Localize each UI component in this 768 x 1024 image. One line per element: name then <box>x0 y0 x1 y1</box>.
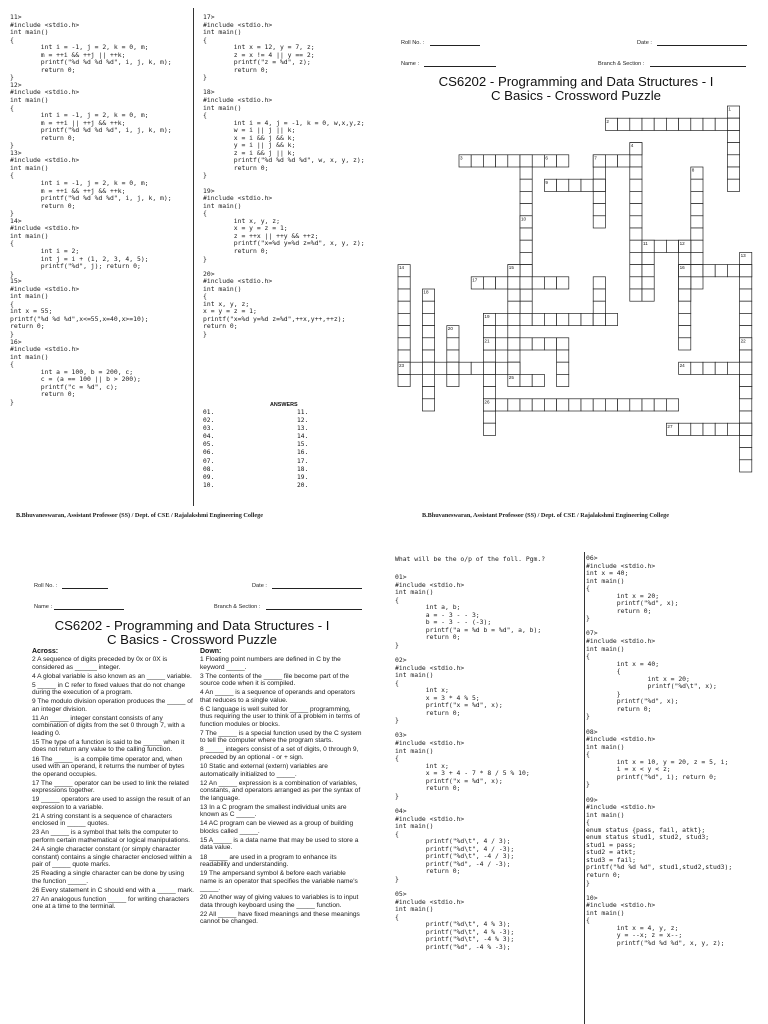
grid-cell[interactable] <box>557 277 569 289</box>
grid-cell[interactable] <box>520 301 532 313</box>
grid-cell[interactable] <box>618 399 630 411</box>
across-clue: 16 The _____ is a compile time operator and, when used with an operand, it returns the number of bytes the operand occupies. <box>32 755 185 778</box>
down-clue-list <box>200 656 362 926</box>
grid-cell[interactable] <box>508 350 520 362</box>
grid-cell[interactable] <box>520 374 532 386</box>
date-label: Date : <box>637 40 652 46</box>
clue-number-14: 14 <box>399 265 405 271</box>
grid-cell[interactable] <box>618 118 630 130</box>
grid-cell[interactable] <box>630 179 642 191</box>
grid-cell[interactable] <box>679 301 691 313</box>
grid-cell[interactable] <box>569 313 581 325</box>
grid-cell[interactable] <box>508 155 520 167</box>
clue-number-12: 12 <box>679 240 685 246</box>
branch-label: Branch & Section : <box>598 61 645 67</box>
grid-cell[interactable] <box>691 216 703 228</box>
grid-cell[interactable] <box>544 338 556 350</box>
grid-cell[interactable] <box>654 240 666 252</box>
clue-number-10: 10 <box>521 216 527 222</box>
grid-cell[interactable] <box>398 338 410 350</box>
puzzle-title-1: CS6202 - Programming and Data Structures - I <box>438 74 714 89</box>
grid-cell[interactable] <box>740 423 752 435</box>
grid-cell[interactable] <box>679 277 691 289</box>
grid-cell[interactable] <box>471 155 483 167</box>
branch-line <box>266 609 362 610</box>
roll-no-label: Roll No. : <box>401 40 425 46</box>
grid-cell[interactable] <box>496 277 508 289</box>
clue-number-24: 24 <box>679 362 685 368</box>
grid-cell[interactable] <box>679 423 691 435</box>
across-heading: Across: <box>32 648 59 655</box>
across-clue: 5 _____ in C refer to fixed values that do not change during the execution of a program. <box>32 681 186 697</box>
grid-cell[interactable] <box>666 118 678 130</box>
grid-cell[interactable] <box>691 265 703 277</box>
clue-number-27: 27 <box>667 423 673 429</box>
grid-cell[interactable] <box>618 155 630 167</box>
grid-cell[interactable] <box>557 338 569 350</box>
grid-cell[interactable] <box>532 313 544 325</box>
grid-cell[interactable] <box>398 277 410 289</box>
grid-cell[interactable] <box>496 155 508 167</box>
grid-cell[interactable] <box>508 399 520 411</box>
grid-cell[interactable] <box>422 362 434 374</box>
grid-cell[interactable] <box>557 350 569 362</box>
date-label: Date : <box>252 583 267 589</box>
grid-cell[interactable] <box>483 411 495 423</box>
down-clue: 7 The _____ is a special function used by the C system to tell the computer where the program starts. <box>200 729 362 745</box>
code-column-17-20: 17> #include <stdio.h> int main() { int x = 12, y = 7, z; z = x != 4 || y == 2; printf("z = %d", z); return 0; } 18> #include <stdio.h> int main() { int i = 4, j = -1, k = 0, w,x,y,z; w = i || j || k; x = i && j && k; y = i || j && k; z = i && j || k; printf("%d %d %d %d", w, x, y, z); return 0; } 19> #include <stdio.h> int main() { int x, y, z; x = y = z = 1; z = ++x || ++y && ++z; printf("x=%d y=%d z=%d", x, y, z); return 0; } 20> #include <stdio.h> int main() { int x, y, z; x = y = z = 1; printf("x=%d y=%d z=%d",++x,y++,++z); return 0; } <box>203 13 365 338</box>
grid-cell[interactable] <box>642 289 654 301</box>
grid-cell[interactable] <box>447 374 459 386</box>
across-clue-list <box>32 656 194 911</box>
grid-cell[interactable] <box>630 167 642 179</box>
grid-cell[interactable] <box>727 143 739 155</box>
grid-cell[interactable] <box>703 423 715 435</box>
grid-cell[interactable] <box>557 313 569 325</box>
grid-cell[interactable] <box>715 118 727 130</box>
clue-number-15: 15 <box>508 265 514 271</box>
grid-cell[interactable] <box>593 313 605 325</box>
clue-number-23: 23 <box>399 362 405 368</box>
grid-cell[interactable] <box>593 289 605 301</box>
grid-cell[interactable] <box>483 350 495 362</box>
clue-number-17: 17 <box>472 277 478 283</box>
grid-cell[interactable] <box>532 155 544 167</box>
grid-cell[interactable] <box>483 326 495 338</box>
grid-cell[interactable] <box>508 326 520 338</box>
puzzle-title-1: CS6202 - Programming and Data Structures - I <box>54 618 330 633</box>
grid-cell[interactable] <box>605 155 617 167</box>
grid-cell[interactable] <box>679 118 691 130</box>
grid-cell[interactable] <box>679 289 691 301</box>
grid-cell[interactable] <box>508 313 520 325</box>
clue-number-13: 13 <box>740 253 746 258</box>
grid-cell[interactable] <box>727 362 739 374</box>
code-column-06-10: 06> #include <stdio.h> int x = 40; int main() { int x = 20; printf("%d", x); return 0; } 07> #include <stdio.h> int main() { int x = 40; { int x = 20; printf("%d\t", x); } printf("%d", x); return 0; } 08> #include <stdio.h> int main() { int x = 10, y = 20, z = 5, i; i = x < y < z; printf("%d", i); return 0; } 09> #include <stdio.h> int main() { enum status {pass, fail, atkt}; enum status stud1, stud2, stud3; stud1 = pass; stud2 = atkt; stud3 = fail; printf("%d %d %d", stud1,stud2,stud3); return 0; } 10> #include <stdio.h> int main() { int x = 4, y, z; y = --x; z = x--; printf("%d %d %d", x, y, z); <box>586 554 733 947</box>
branch-label: Branch & Section : <box>214 604 261 610</box>
down-clue: 18 _____ are used in a program to enhance its readability and understanding. <box>200 853 337 869</box>
grid-cell[interactable] <box>715 423 727 435</box>
grid-cell[interactable] <box>520 265 532 277</box>
grid-cell[interactable] <box>532 374 544 386</box>
grid-cell[interactable] <box>630 277 642 289</box>
grid-cell[interactable] <box>557 374 569 386</box>
grid-cell[interactable] <box>740 411 752 423</box>
clue-number-3: 3 <box>460 155 463 161</box>
page-top-left-code <box>0 0 384 530</box>
grid-cell[interactable] <box>520 399 532 411</box>
grid-cell[interactable] <box>447 362 459 374</box>
grid-cell[interactable] <box>642 252 654 264</box>
grid-cell[interactable] <box>691 277 703 289</box>
grid-cell[interactable] <box>532 399 544 411</box>
answers-title: ANSWERS <box>270 402 298 408</box>
grid-cell[interactable] <box>642 118 654 130</box>
grid-cell[interactable] <box>483 374 495 386</box>
column-divider <box>584 552 585 1024</box>
grid-cell[interactable] <box>508 362 520 374</box>
grid-cell[interactable] <box>691 362 703 374</box>
grid-cell[interactable] <box>642 265 654 277</box>
clue-number-9: 9 <box>545 179 548 185</box>
grid-cell[interactable] <box>727 265 739 277</box>
across-clue: 21 A string constant is a sequence of characters enclosed in _____ quotes. <box>32 812 173 828</box>
grid-cell[interactable] <box>691 423 703 435</box>
grid-cell[interactable] <box>593 179 605 191</box>
across-clue: 15 The type of a function is said to be _____ when it does not return any value to the calling function. <box>32 738 185 754</box>
grid-cell[interactable] <box>422 326 434 338</box>
grid-cell[interactable] <box>422 313 434 325</box>
grid-cell[interactable] <box>727 167 739 179</box>
code-column-11-16: 11> #include <stdio.h> int main() { int i = -1, j = 2, k = 0, m; m = ++i && ++j || ++k; printf("%d %d %d %d", i, j, k, m); return 0; } 12> #include <stdio.h> int main() { int i = -1, j = 2, k = 0, m; m = ++i || ++j && ++k; printf("%d %d %d %d", i, j, k, m); return 0; } 13> #include <stdio.h> int main() { int i = -1, j = 2, k = 0, m; m = ++i && ++j && ++k; printf("%d %d %d %d", i, j, k, m); return 0; } 14> #include <stdio.h> int main() { int i = 2; int j = i + (1, 2, 3, 4, 5); printf("%d", j); return 0; } 15> #include <stdio.h> int main() { int x = 55; printf("%d %d %d",x<=55,x=40,x>=10); return 0; } 16> #include <stdio.h> int main() { int a = 100, b = 200, c; c = (a == 100 || b > 200); printf("c = %d", c); return 0; } <box>10 13 172 406</box>
grid-cell[interactable] <box>447 350 459 362</box>
across-clue: 17 The _____ operator can be used to link the related expressions together. <box>32 779 189 795</box>
grid-cell[interactable] <box>508 338 520 350</box>
page-bottom-right-code <box>384 548 768 1024</box>
grid-cell[interactable] <box>740 301 752 313</box>
grid-cell[interactable] <box>447 338 459 350</box>
grid-cell[interactable] <box>459 362 471 374</box>
grid-cell[interactable] <box>630 289 642 301</box>
clue-number-19: 19 <box>484 314 490 319</box>
clue-number-4: 4 <box>630 143 634 149</box>
down-clue: 22 All _____ have fixed meanings and these meanings cannot be changed. <box>200 910 360 926</box>
down-clue: 14 AC program can be viewed as a group of building blocks called _____. <box>200 820 354 835</box>
grid-cell[interactable] <box>691 191 703 203</box>
clue-number-25: 25 <box>508 375 514 380</box>
clue-number-22: 22 <box>740 338 746 344</box>
grid-cell[interactable] <box>422 387 434 399</box>
grid-cell[interactable] <box>398 350 410 362</box>
grid-cell[interactable] <box>581 399 593 411</box>
grid-cell[interactable] <box>691 179 703 191</box>
grid-cell[interactable] <box>715 265 727 277</box>
grid-cell[interactable] <box>740 313 752 325</box>
grid-cell[interactable] <box>679 326 691 338</box>
grid-cell[interactable] <box>740 387 752 399</box>
grid-cell[interactable] <box>654 118 666 130</box>
across-clue: 2 A sequence of digits preceded by 0x or 0X is considered as ______ integer. <box>32 656 168 671</box>
name-label: Name : <box>34 604 53 610</box>
roll-no-line <box>62 588 108 589</box>
grid-cell[interactable] <box>593 167 605 179</box>
grid-cell[interactable] <box>581 313 593 325</box>
grid-cell[interactable] <box>691 204 703 216</box>
grid-cell[interactable] <box>544 399 556 411</box>
across-clue: 23 An _____ is a symbol that tells the computer to perform certain mathematical or logical manipulations. <box>32 829 190 844</box>
grid-cell[interactable] <box>740 350 752 362</box>
footer-credit: B.Bhuvaneswaran, Assistant Professor (SS) / Dept. of CSE / Rajalakshmi Engineering College <box>422 512 669 519</box>
footer-credit: B.Bhuvaneswaran, Assistant Professor (SS) / Dept. of CSE / Rajalakshmi Engineering College <box>16 512 263 519</box>
grid-cell[interactable] <box>496 362 508 374</box>
clue-number-6: 6 <box>545 155 548 161</box>
grid-cell[interactable] <box>703 265 715 277</box>
grid-cell[interactable] <box>435 362 447 374</box>
grid-cell[interactable] <box>740 374 752 386</box>
grid-cell[interactable] <box>593 301 605 313</box>
grid-cell[interactable] <box>483 362 495 374</box>
grid-cell[interactable] <box>544 313 556 325</box>
page-top-right-crossword <box>384 0 768 530</box>
grid-cell[interactable] <box>605 399 617 411</box>
grid-cell[interactable] <box>740 362 752 374</box>
across-clue: 19 _____ operators are used to assign the result of an expression to a variable. <box>32 796 191 811</box>
across-clue: 4 A global variable is also known as an _____ variable. <box>32 672 192 680</box>
grid-cell[interactable] <box>508 289 520 301</box>
grid-cell[interactable] <box>654 399 666 411</box>
grid-cell[interactable] <box>715 362 727 374</box>
down-clue: 3 The contents of the _____ file become part of the source code when it is compiled. <box>200 672 350 688</box>
grid-cell[interactable] <box>679 313 691 325</box>
grid-cell[interactable] <box>520 252 532 264</box>
puzzle-title-2: C Basics - Crossword Puzzle <box>490 88 661 103</box>
grid-cell[interactable] <box>666 399 678 411</box>
clue-number-21: 21 <box>484 338 490 344</box>
name-line <box>424 66 496 67</box>
across-clue: 9 The modulo division operation produces the _____ of an integer division. <box>32 698 193 713</box>
grid-cell[interactable] <box>740 326 752 338</box>
grid-cell[interactable] <box>422 399 434 411</box>
grid-cell[interactable] <box>630 216 642 228</box>
grid-cell[interactable] <box>569 399 581 411</box>
grid-cell[interactable] <box>398 374 410 386</box>
grid-cell[interactable] <box>532 338 544 350</box>
roll-no-line <box>430 45 480 46</box>
grid-cell[interactable] <box>520 313 532 325</box>
grid-cell[interactable] <box>544 277 556 289</box>
clue-number-7: 7 <box>594 155 597 161</box>
grid-cell[interactable] <box>581 179 593 191</box>
grid-cell[interactable] <box>727 118 739 130</box>
grid-cell[interactable] <box>520 204 532 216</box>
column-divider <box>193 8 194 506</box>
name-label: Name : <box>401 61 420 67</box>
down-clue: 19 The ampersand symbol & before each variable name is an operator that specifies the variable name's _____. <box>200 870 358 893</box>
down-clue: 4 An _____ is a sequence of operands and operators that reduces to a single value. <box>200 689 356 704</box>
grid-cell[interactable] <box>520 338 532 350</box>
grid-cell[interactable] <box>740 277 752 289</box>
roll-no-label: Roll No. : <box>34 583 58 589</box>
grid-cell[interactable] <box>630 399 642 411</box>
grid-cell[interactable] <box>483 277 495 289</box>
grid-cell[interactable] <box>593 399 605 411</box>
grid-cell[interactable] <box>496 399 508 411</box>
grid-cell[interactable] <box>593 191 605 203</box>
grid-cell[interactable] <box>727 423 739 435</box>
answers-list-right: 11. 12. 13. 14. 15. 16. 17. 18. 19. 20. <box>297 409 309 489</box>
answers-list-left: 01. 02. 03. 04. 05. 06. 07. 08. 09. 10. <box>203 409 215 489</box>
grid-cell[interactable] <box>727 130 739 142</box>
grid-cell[interactable] <box>740 399 752 411</box>
grid-cell[interactable] <box>740 448 752 460</box>
grid-cell[interactable] <box>630 252 642 264</box>
grid-cell[interactable] <box>483 423 495 435</box>
grid-cell[interactable] <box>520 191 532 203</box>
down-clues <box>200 648 362 927</box>
grid-cell[interactable] <box>593 204 605 216</box>
grid-cell[interactable] <box>691 252 703 264</box>
clue-number-8: 8 <box>691 167 695 173</box>
grid-cell[interactable] <box>557 399 569 411</box>
grid-cell[interactable] <box>483 387 495 399</box>
grid-cell[interactable] <box>630 204 642 216</box>
clue-number-16: 16 <box>679 265 685 271</box>
down-clue: 1 Floating point numbers are defined in C by the keyword _____. <box>200 656 341 671</box>
date-line <box>272 588 362 589</box>
grid-cell[interactable] <box>496 338 508 350</box>
down-clue: 20 Another way of giving values to variables is to input data through keyboard using the _____ function. <box>200 894 359 909</box>
clue-number-20: 20 <box>447 326 453 332</box>
grid-cell[interactable] <box>666 240 678 252</box>
grid-cell[interactable] <box>630 155 642 167</box>
grid-cell[interactable] <box>398 313 410 325</box>
grid-cell[interactable] <box>496 313 508 325</box>
grid-cell[interactable] <box>398 289 410 301</box>
grid-cell[interactable] <box>630 191 642 203</box>
across-clue: 27 An analogous function _____ for writing characters one at a time to the terminal. <box>32 895 190 911</box>
across-clue: 26 Every statement in C should end with a _____ mark. <box>32 886 195 894</box>
grid-cell[interactable] <box>520 289 532 301</box>
down-clue: 8 _____ integers consist of a set of digits, 0 through 9, preceded by an optional - or + sign. <box>200 746 359 761</box>
name-line <box>54 609 124 610</box>
grid-cell[interactable] <box>679 252 691 264</box>
grid-cell[interactable] <box>422 338 434 350</box>
grid-cell[interactable] <box>520 228 532 240</box>
crossword-grid <box>384 104 768 474</box>
across-clue: 24 A single character constant (or simply character constant) contains a single character enclosed within a pair of _____ quote marks. <box>32 846 192 869</box>
grid-cell[interactable] <box>727 179 739 191</box>
clue-number-11: 11 <box>643 240 648 246</box>
grid-cell[interactable] <box>508 277 520 289</box>
across-clues <box>32 648 194 912</box>
grid-cell[interactable] <box>520 240 532 252</box>
grid-cell[interactable] <box>569 179 581 191</box>
grid-cell[interactable] <box>410 362 422 374</box>
grid-cell[interactable] <box>520 179 532 191</box>
down-heading: Down: <box>200 648 222 655</box>
grid-cell[interactable] <box>593 277 605 289</box>
grid-cell[interactable] <box>630 265 642 277</box>
page-bottom-left-clues <box>0 548 384 1024</box>
grid-cell[interactable] <box>422 301 434 313</box>
across-clue: 11 An _____ integer constant consists of any combination of digits from the set 0 through 7, with a leading 0. <box>32 714 185 737</box>
grid-cell[interactable] <box>679 338 691 350</box>
grid-cell[interactable] <box>593 216 605 228</box>
grid-cell[interactable] <box>740 460 752 472</box>
grid-cell[interactable] <box>422 374 434 386</box>
down-clue: 6 C language is well suited for _____ programming, thus requiring the user to think of a problem in terms of function modules or blocks. <box>200 705 360 728</box>
down-clue: 15 A_____ is a data name that may be used to store a data value. <box>200 836 359 852</box>
grid-cell[interactable] <box>630 228 642 240</box>
grid-cell[interactable] <box>483 155 495 167</box>
grid-cell[interactable] <box>520 155 532 167</box>
grid-cell[interactable] <box>520 167 532 179</box>
grid-cell[interactable] <box>471 362 483 374</box>
down-clue: 12 An _____ expression is a combination of variables, constants, and operators arranged as per the syntax of the language. <box>200 779 361 802</box>
grid-cell[interactable] <box>508 301 520 313</box>
grid-cell[interactable] <box>727 155 739 167</box>
date-line <box>657 45 747 46</box>
grid-cell[interactable] <box>691 240 703 252</box>
clue-number-1: 1 <box>728 106 731 112</box>
down-clue: 10 Static and external (extern) variables are automatically initialized to _____. <box>200 763 328 778</box>
grid-cell[interactable] <box>703 118 715 130</box>
grid-cell[interactable] <box>740 265 752 277</box>
grid-cell[interactable] <box>520 277 532 289</box>
grid-cell[interactable] <box>691 118 703 130</box>
down-clue: 13 In a C program the smallest individual units are known as C _____. <box>200 803 347 819</box>
grid-cell[interactable] <box>642 399 654 411</box>
clue-number-18: 18 <box>423 289 429 295</box>
grid-cell[interactable] <box>422 350 434 362</box>
branch-line <box>650 66 746 67</box>
grid-cell[interactable] <box>605 313 617 325</box>
puzzle-title-2: C Basics - Crossword Puzzle <box>106 632 277 647</box>
grid-cell[interactable] <box>398 301 410 313</box>
grid-cell[interactable] <box>557 179 569 191</box>
grid-cell[interactable] <box>557 362 569 374</box>
grid-cell[interactable] <box>703 362 715 374</box>
grid-cell[interactable] <box>398 326 410 338</box>
grid-cell[interactable] <box>740 435 752 447</box>
grid-cell[interactable] <box>630 240 642 252</box>
clue-number-2: 2 <box>606 118 609 124</box>
grid-cell[interactable] <box>691 228 703 240</box>
grid-cell[interactable] <box>740 289 752 301</box>
grid-cell[interactable] <box>630 118 642 130</box>
grid-cell[interactable] <box>557 155 569 167</box>
code-column-01-05: 01> #include <stdio.h> int main() { int a, b; a = - 3 - - 3; b = - 3 - - (-3); printf("a = %d b = %d", a, b); return 0; } 02> #include <stdio.h> int main() { int x; x = 3 * 4 % 5; printf("x = %d", x); return 0; } 03> #include <stdio.h> int main() { int x; x = 3 + 4 - 7 * 8 / 5 % 10; printf("x = %d", x); return 0; } 04> #include <stdio.h> int main() { printf("%d\t", 4 / 3); printf("%d\t", 4 / -3); printf("%d\t", -4 / 3); printf("%d", -4 / -3); return 0; } 05> #include <stdio.h> int main() { printf("%d\t", 4 % 3); printf("%d\t", 4 % -3); printf("%d\t", -4 % 3); printf("%d", -4 % -3); <box>395 573 542 951</box>
across-clue: 25 Reading a single character can be done by using the function _____. <box>32 870 185 885</box>
clue-number-26: 26 <box>484 399 490 405</box>
grid-cell[interactable] <box>532 277 544 289</box>
grid-cell[interactable] <box>642 277 654 289</box>
question-heading: What will be the o/p of the foll. Pgm.? <box>395 555 546 563</box>
